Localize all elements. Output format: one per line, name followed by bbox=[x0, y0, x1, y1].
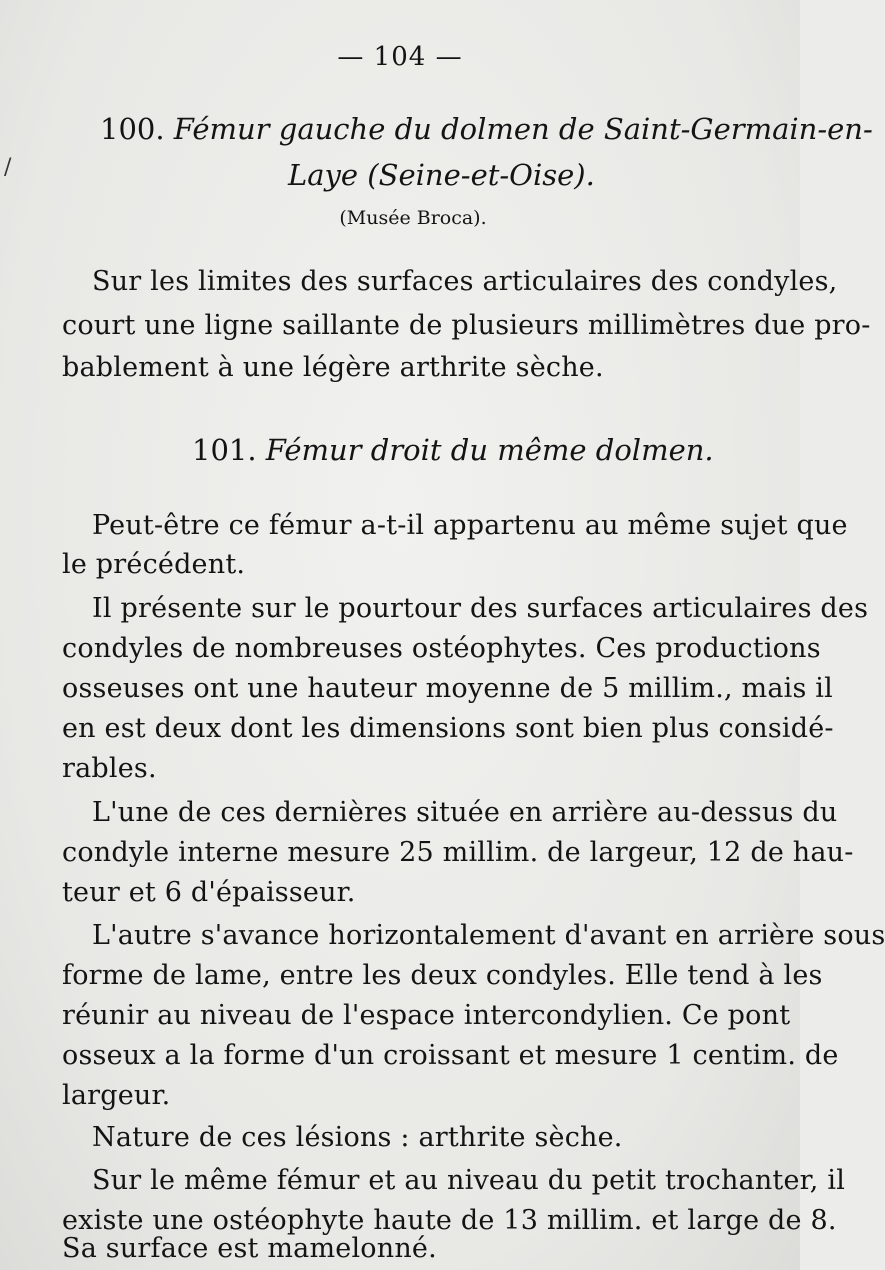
entry-101-text-line: osseuses ont une hauteur moyenne de 5 millim., mais il bbox=[62, 673, 833, 704]
entry-101-text-line: réunir au niveau de l'espace intercondylien. Ce pont bbox=[62, 1000, 791, 1031]
entry-101-text-line: Nature de ces lésions : arthrite sèche. bbox=[92, 1122, 623, 1153]
entry-101-text-line: Sa surface est mamelonné. bbox=[62, 1233, 437, 1264]
entry-101-title-text: Fémur droit du même dolmen. bbox=[265, 433, 714, 467]
margin-mark: / bbox=[4, 155, 12, 180]
page-number: — 104 — bbox=[337, 42, 463, 72]
entry-100-title-line2: Laye (Seine-et-Oise). bbox=[288, 158, 595, 192]
entry-101-text-line: condyles de nombreuses ostéophytes. Ces productions bbox=[62, 633, 821, 664]
entry-100-text-line: court une ligne saillante de plusieurs millimètres due pro- bbox=[62, 310, 871, 341]
entry-101-text-line: condyle interne mesure 25 millim. de largeur, 12 de hau- bbox=[62, 837, 854, 868]
entry-101-text-line: teur et 6 d'épaisseur. bbox=[62, 877, 356, 908]
entry-101-text-line: largeur. bbox=[62, 1080, 171, 1111]
entry-101-text-line: existe une ostéophyte haute de 13 millim. et large de 8. bbox=[62, 1205, 837, 1236]
entry-100-title-line1 bbox=[100, 112, 873, 146]
entry-101-text-line: Il présente sur le pourtour des surfaces articulaires des bbox=[92, 593, 869, 624]
entry-101-text-line: Peut-être ce fémur a-t-il appartenu au même sujet que bbox=[92, 510, 848, 541]
entry-100-number: 100. bbox=[100, 112, 165, 146]
entry-100-title-part1: Fémur gauche du dolmen de Saint-Germain-en- bbox=[173, 112, 873, 146]
entry-101-text-line: osseux a la forme d'un croissant et mesure 1 centim. de bbox=[62, 1040, 839, 1071]
entry-101-number: 101. bbox=[192, 433, 257, 467]
entry-101-text-line: rables. bbox=[62, 753, 157, 784]
entry-101-text-line: le précédent. bbox=[62, 549, 246, 580]
entry-100-source: (Musée Broca). bbox=[339, 207, 487, 229]
entry-101-text-line: L'une de ces dernières située en arrière au-dessus du bbox=[92, 797, 838, 828]
entry-101-text-line: forme de lame, entre les deux condyles. Elle tend à les bbox=[62, 960, 823, 991]
entry-101-text-line: Sur le même fémur et au niveau du petit trochanter, il bbox=[92, 1165, 846, 1196]
entry-100-text-line: Sur les limites des surfaces articulaires des condyles, bbox=[92, 266, 838, 297]
entry-100-text-line: bablement à une légère arthrite sèche. bbox=[62, 352, 604, 383]
entry-101-text-line: L'autre s'avance horizontalement d'avant en arrière sous bbox=[92, 920, 885, 951]
entry-101-text-line: en est deux dont les dimensions sont bien plus considé- bbox=[62, 713, 834, 744]
entry-101-title bbox=[192, 433, 714, 467]
